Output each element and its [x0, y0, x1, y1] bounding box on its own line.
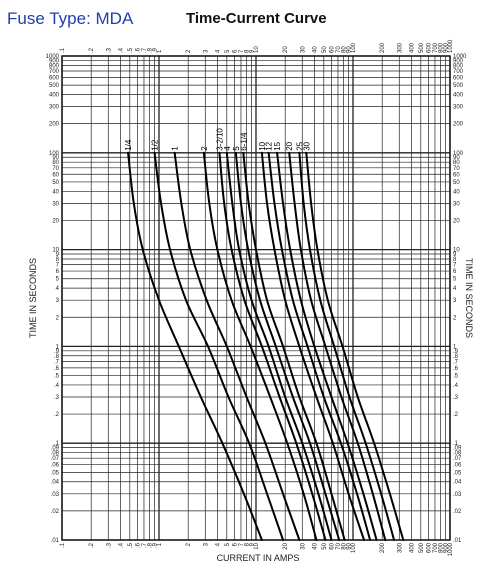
y-tick-label-right: .06: [453, 462, 462, 469]
y-tick-label-left: 3: [55, 298, 59, 305]
x-tick-label-bottom: 30: [300, 543, 307, 550]
y-tick-label-right: 700: [453, 68, 464, 75]
y-tick-label-right: .1: [453, 441, 459, 448]
curve-rating-label: 30: [302, 141, 312, 151]
x-axis-label: CURRENT IN AMPS: [216, 553, 300, 563]
x-tick-label-top: .7: [141, 47, 148, 53]
x-tick-label-top: 70: [335, 46, 342, 53]
y-tick-label-right: .5: [453, 373, 459, 380]
x-tick-label-bottom: 2: [186, 543, 193, 547]
x-tick-label-bottom: 100: [351, 543, 357, 554]
x-tick-label-bottom: .6: [135, 543, 142, 549]
y-tick-label-right: 4: [453, 286, 457, 293]
x-tick-label-top: .3: [106, 47, 113, 53]
y-tick-label-left: 100: [48, 150, 59, 157]
y-tick-label-right: .2: [453, 412, 459, 419]
y-tick-label-left: 400: [48, 92, 59, 99]
x-tick-label-top: 30: [300, 46, 307, 53]
y-tick-label-left: .5: [53, 373, 59, 380]
y-tick-label-left: 1: [55, 344, 59, 351]
x-tick-label-top: 700: [432, 42, 439, 53]
y-tick-label-left: 300: [48, 104, 59, 111]
x-tick-label-bottom: 300: [397, 543, 404, 554]
x-tick-label-bottom: .2: [89, 543, 96, 549]
y-tick-label-right: 300: [453, 104, 464, 111]
y-tick-label-left: 10: [52, 247, 59, 254]
y-tick-label-left: 60: [52, 172, 59, 179]
y-tick-label-left: .06: [50, 462, 59, 469]
x-tick-label-bottom: 700: [432, 543, 439, 554]
curve-rating-label: 2: [199, 146, 209, 151]
x-tick-label-bottom: .8: [147, 543, 154, 549]
y-tick-label-left: 1000: [45, 54, 59, 60]
curve-rating-label: 15: [273, 141, 283, 151]
y-tick-label-left: 4: [55, 286, 59, 293]
curve-rating-label: 5: [231, 146, 241, 151]
x-tick-label-bottom: 70: [335, 543, 342, 550]
y-tick-label-left: 9: [55, 252, 59, 259]
y-tick-label-left: 40: [52, 189, 59, 196]
y-tick-label-right: .02: [453, 508, 462, 515]
x-tick-label-bottom: 3: [203, 543, 210, 547]
y-tick-label-right: .9: [453, 348, 459, 355]
x-tick-label-bottom: 10: [254, 543, 260, 550]
x-tick-label-bottom: 8: [244, 543, 251, 547]
y-tick-label-left: .02: [50, 508, 59, 515]
y-tick-label-right: .04: [453, 479, 462, 486]
y-tick-label-right: .08: [453, 450, 462, 457]
y-tick-label-right: 400: [453, 92, 464, 99]
y-tick-label-left: .4: [53, 382, 59, 389]
x-tick-label-bottom: .5: [127, 543, 134, 549]
curve-rating-label: 1/2: [150, 139, 160, 151]
x-tick-label-bottom: 800: [438, 543, 445, 554]
curve-rating-label: 25: [295, 141, 305, 151]
y-tick-label-left: .09: [50, 445, 59, 452]
x-tick-label-top: 900: [443, 42, 450, 53]
y-tick-label-left: 7: [55, 262, 59, 269]
x-tick-label-top: 80: [341, 46, 348, 53]
y-tick-label-left: .8: [53, 353, 59, 360]
y-tick-label-left: .2: [53, 412, 59, 419]
x-tick-label-top: 800: [438, 42, 445, 53]
x-tick-label-top: .2: [89, 47, 96, 53]
y-tick-label-left: 5: [55, 276, 59, 283]
y-tick-label-left: 50: [52, 179, 59, 186]
x-tick-label-top: 50: [321, 46, 328, 53]
x-tick-label-top: 300: [397, 42, 404, 53]
y-tick-label-left: 900: [48, 58, 59, 65]
x-tick-label-top: 5: [224, 49, 231, 53]
y-tick-label-left: .3: [53, 395, 59, 402]
y-tick-label-right: 30: [453, 201, 460, 208]
x-tick-label-top: .5: [127, 47, 134, 53]
x-tick-label-top: 8: [244, 49, 251, 53]
x-tick-label-top: 100: [351, 42, 357, 53]
x-tick-label-bottom: 7: [238, 543, 245, 547]
y-tick-label-right: .4: [453, 382, 459, 389]
curve-rating-label: 3-2/10: [215, 128, 225, 151]
x-tick-label-bottom: .1: [60, 543, 66, 549]
x-tick-label-top: 1000: [448, 39, 454, 53]
y-tick-label-right: 100: [453, 150, 464, 157]
x-tick-label-top: 7: [238, 49, 245, 53]
y-tick-label-right: 80: [453, 160, 460, 167]
curve-rating-label: 20: [285, 141, 295, 151]
y-tick-label-left: 90: [52, 155, 59, 162]
x-tick-label-bottom: 200: [380, 543, 387, 554]
y-tick-label-right: 70: [453, 165, 460, 172]
y-tick-label-right: 1000: [453, 54, 467, 60]
x-tick-label-top: 60: [329, 46, 336, 53]
y-tick-label-right: 60: [453, 172, 460, 179]
y-tick-label-left: 2: [55, 315, 59, 322]
x-tick-label-bottom: 600: [426, 543, 433, 554]
y-tick-label-left: .05: [50, 470, 59, 477]
x-tick-label-top: 400: [409, 42, 416, 53]
y-tick-label-left: 80: [52, 160, 59, 167]
x-tick-label-bottom: .4: [118, 543, 125, 549]
y-tick-label-left: 700: [48, 68, 59, 75]
y-tick-label-left: 6: [55, 269, 59, 276]
y-tick-label-right: 6: [453, 269, 457, 276]
x-tick-label-top: 2: [186, 49, 193, 53]
x-tick-label-top: 3: [203, 49, 210, 53]
curve-rating-label: 1/4: [124, 139, 134, 151]
y-tick-label-right: .7: [453, 359, 459, 366]
y-axis-label-right: TIME IN SECONDS: [464, 257, 474, 339]
x-tick-label-top: 90: [346, 46, 353, 53]
x-tick-label-bottom: 80: [341, 543, 348, 550]
y-tick-label-left: 8: [55, 256, 59, 263]
y-tick-label-right: 600: [453, 75, 464, 82]
curve-rating-label: 6-1/4: [239, 132, 249, 151]
curve-rating-label: 1: [170, 146, 180, 151]
x-tick-label-bottom: 60: [329, 543, 336, 550]
y-tick-label-right: .8: [453, 353, 459, 360]
y-tick-label-right: 7: [453, 262, 457, 269]
x-tick-label-bottom: 50: [321, 543, 328, 550]
x-tick-label-bottom: .3: [106, 543, 113, 549]
x-tick-label-bottom: 1000: [448, 543, 454, 557]
y-tick-label-right: .07: [453, 456, 462, 463]
x-tick-label-bottom: 500: [418, 543, 425, 554]
y-tick-label-right: .03: [453, 491, 462, 498]
x-tick-label-bottom: 1: [157, 543, 163, 547]
y-tick-label-left: .04: [50, 479, 59, 486]
x-tick-label-top: 40: [312, 46, 319, 53]
y-tick-label-left: .08: [50, 450, 59, 457]
y-tick-label-right: 900: [453, 58, 464, 65]
y-tick-label-right: 8: [453, 256, 457, 263]
y-axis-label-left: TIME IN SECONDS: [28, 257, 38, 339]
x-tick-label-bottom: 400: [409, 543, 416, 554]
y-tick-label-left: 800: [48, 63, 59, 70]
y-tick-label-left: 600: [48, 75, 59, 82]
x-tick-label-bottom: .7: [141, 543, 148, 549]
x-tick-label-bottom: 5: [224, 543, 231, 547]
y-tick-label-left: .1: [53, 441, 59, 448]
chart-title: Time-Current Curve: [186, 10, 327, 27]
y-tick-label-right: 50: [453, 179, 460, 186]
x-tick-label-top: 20: [283, 46, 290, 53]
x-tick-label-bottom: 90: [346, 543, 353, 550]
y-tick-label-right: 500: [453, 83, 464, 90]
y-tick-label-right: .3: [453, 395, 459, 402]
y-tick-label-right: 5: [453, 276, 457, 283]
y-tick-label-left: .03: [50, 491, 59, 498]
y-tick-label-left: .07: [50, 456, 59, 463]
x-tick-label-top: 1: [157, 49, 163, 53]
curve-rating-label: 10: [257, 141, 267, 151]
y-tick-label-right: .01: [453, 538, 462, 544]
y-tick-label-left: .01: [50, 538, 59, 544]
y-tick-label-left: 200: [48, 121, 59, 128]
x-tick-label-bottom: 9: [249, 543, 256, 547]
x-tick-label-top: 500: [418, 42, 425, 53]
x-tick-label-top: 9: [249, 49, 256, 53]
x-tick-label-top: .4: [118, 47, 125, 53]
x-tick-label-top: 600: [426, 42, 433, 53]
y-tick-label-right: 2: [453, 315, 457, 322]
y-tick-label-left: 20: [52, 218, 59, 225]
x-tick-label-bottom: .9: [152, 543, 159, 549]
x-tick-label-bottom: 4: [215, 543, 222, 547]
x-tick-label-bottom: 900: [443, 543, 450, 554]
fuse-type-title: Fuse Type: MDA: [7, 9, 134, 28]
curve-rating-label: 4: [222, 146, 232, 151]
y-tick-label-right: .6: [453, 365, 459, 372]
x-tick-label-bottom: 6: [232, 543, 239, 547]
x-tick-label-top: 10: [254, 46, 260, 53]
y-tick-label-right: 200: [453, 121, 464, 128]
x-tick-label-top: .8: [147, 47, 154, 53]
x-tick-label-top: 6: [232, 49, 239, 53]
x-tick-label-top: .6: [135, 47, 142, 53]
y-tick-label-left: 70: [52, 165, 59, 172]
y-tick-label-right: .09: [453, 445, 462, 452]
y-tick-label-right: 3: [453, 298, 457, 305]
y-tick-label-right: 800: [453, 63, 464, 70]
y-tick-label-right: 90: [453, 155, 460, 162]
curve-rating-label: 12: [264, 141, 274, 151]
grid: [62, 56, 450, 540]
y-tick-label-right: 9: [453, 252, 457, 259]
x-tick-label-top: 4: [215, 49, 222, 53]
y-tick-label-left: .9: [53, 348, 59, 355]
y-tick-label-left: .6: [53, 365, 59, 372]
y-tick-label-right: 1: [453, 344, 457, 351]
x-tick-label-bottom: 20: [283, 543, 290, 550]
y-tick-label-left: 30: [52, 201, 59, 208]
y-tick-label-right: 20: [453, 218, 460, 225]
y-tick-label-right: .05: [453, 470, 462, 477]
x-tick-label-top: .1: [60, 47, 66, 53]
y-tick-label-left: .7: [53, 359, 59, 366]
x-tick-label-bottom: 40: [312, 543, 319, 550]
y-tick-label-right: 40: [453, 189, 460, 196]
x-tick-label-top: 200: [380, 42, 387, 53]
y-tick-label-right: 10: [453, 247, 460, 254]
x-tick-label-top: .9: [152, 47, 159, 53]
y-tick-label-left: 500: [48, 83, 59, 90]
fuse-curves: [124, 128, 403, 540]
